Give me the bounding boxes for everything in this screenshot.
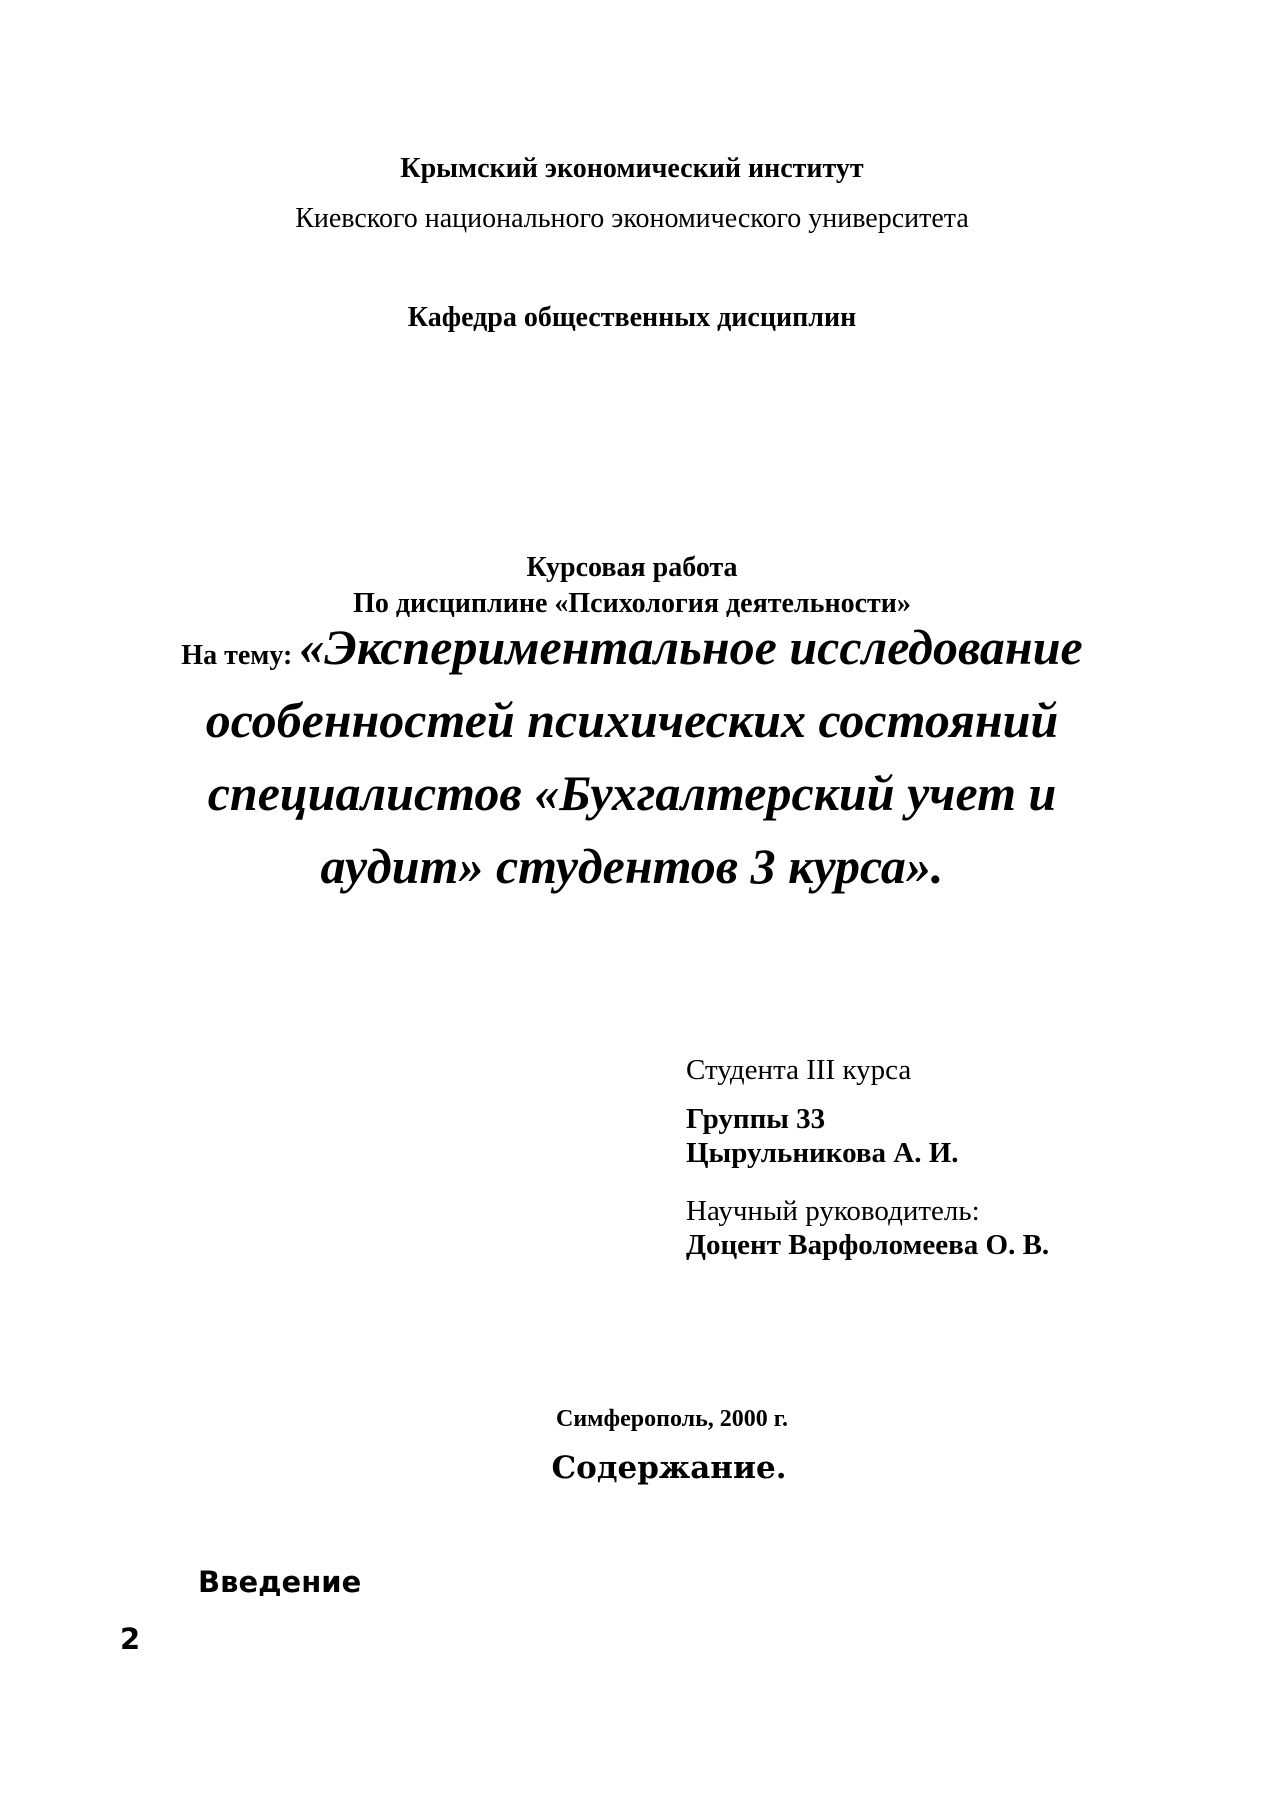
- work-type: Курсовая работа: [526, 552, 738, 583]
- topic-prefix: На тему:: [181, 640, 300, 671]
- student-name: Цырульникова А. И.: [686, 1137, 959, 1169]
- discipline-line: По дисциплине «Психология деятельности»: [353, 588, 911, 619]
- page-number: 2: [120, 1622, 141, 1656]
- contents-heading: Содержание.: [551, 1450, 787, 1486]
- advisor-name: Доцент Варфоломеева О. В.: [686, 1229, 1050, 1261]
- topic-block: [130, 617, 1134, 909]
- advisor-label: Научный руководитель:: [686, 1195, 980, 1227]
- city-year: Симферополь, 2000 г.: [556, 1406, 788, 1432]
- institute-name: Крымский экономический институт: [400, 153, 864, 184]
- university-name: Киевского национального экономического университета: [295, 203, 969, 234]
- contents-item-introduction: Введение: [198, 1565, 362, 1599]
- department-name: Кафедра общественных дисциплин: [407, 302, 857, 333]
- topic-title: «Экспериментальное исследование особенностей психических состояний специалистов «Бухгалтерский учет и аудит» студентов 3 курса».: [205, 619, 1083, 894]
- student-group: Группы 33: [686, 1103, 826, 1135]
- student-course: Студента III курса: [686, 1054, 912, 1086]
